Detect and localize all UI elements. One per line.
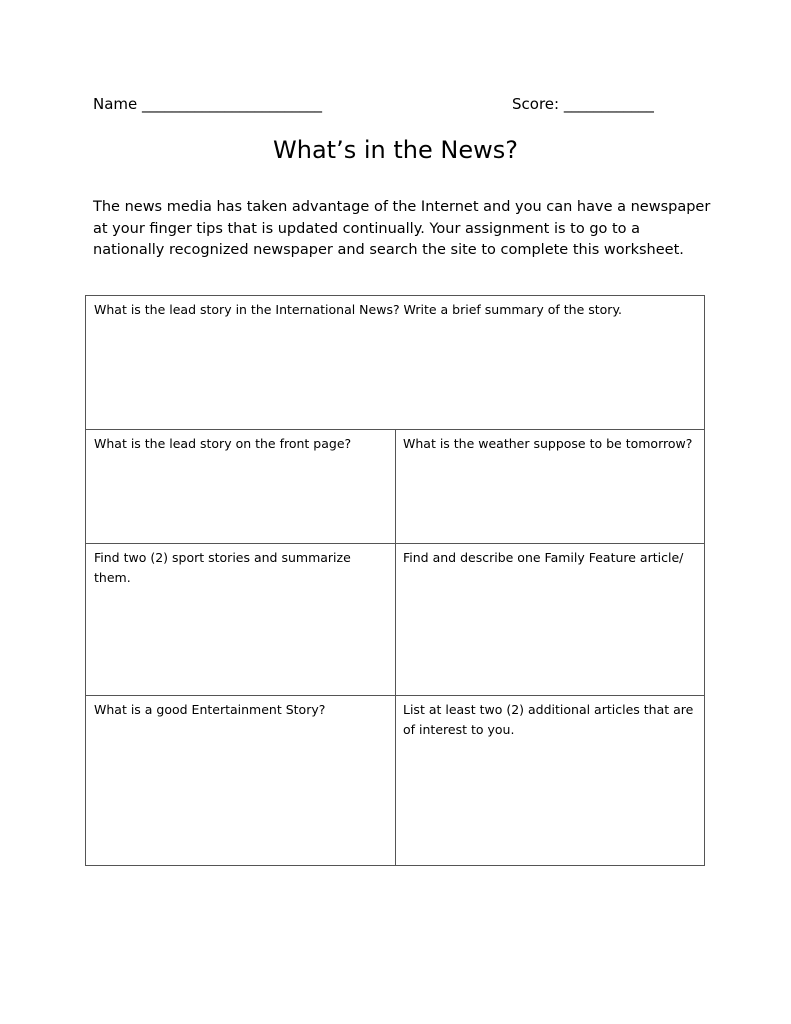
page-title: What’s in the News? bbox=[273, 136, 518, 164]
question-front-page: What is the lead story on the front page? bbox=[94, 436, 352, 451]
question-international-news: What is the lead story in the International News? Write a brief summary of the story. bbox=[94, 302, 623, 317]
question-sports: Find two (2) sport stories and summarize them. bbox=[94, 550, 351, 585]
cell-front-page[interactable] bbox=[86, 430, 396, 544]
intro-line-3: nationally recognized newspaper and search the site to complete this worksheet. bbox=[93, 242, 684, 258]
cell-sports[interactable] bbox=[86, 544, 396, 696]
intro-line-1: The news media has taken advantage of the Internet and you can have a newspaper bbox=[93, 199, 711, 215]
cell-additional-articles[interactable] bbox=[396, 696, 704, 865]
question-weather: What is the weather suppose to be tomorrow? bbox=[403, 436, 693, 451]
question-additional-articles: List at least two (2) additional articles that are of interest to you. bbox=[403, 702, 694, 737]
cell-family-feature[interactable] bbox=[396, 544, 704, 696]
cell-weather[interactable] bbox=[396, 430, 704, 544]
name-field[interactable]: Name ________________________ bbox=[93, 95, 323, 113]
worksheet-table bbox=[85, 295, 705, 866]
intro-paragraph bbox=[93, 197, 711, 262]
cell-international-news[interactable] bbox=[86, 296, 704, 430]
score-field[interactable]: Score: ____________ bbox=[512, 95, 654, 113]
intro-line-2: at your finger tips that is updated continually. Your assignment is to go to a bbox=[93, 220, 641, 237]
cell-entertainment[interactable] bbox=[86, 696, 396, 865]
question-family-feature: Find and describe one Family Feature article/ bbox=[403, 550, 684, 565]
question-entertainment: What is a good Entertainment Story? bbox=[94, 702, 326, 717]
